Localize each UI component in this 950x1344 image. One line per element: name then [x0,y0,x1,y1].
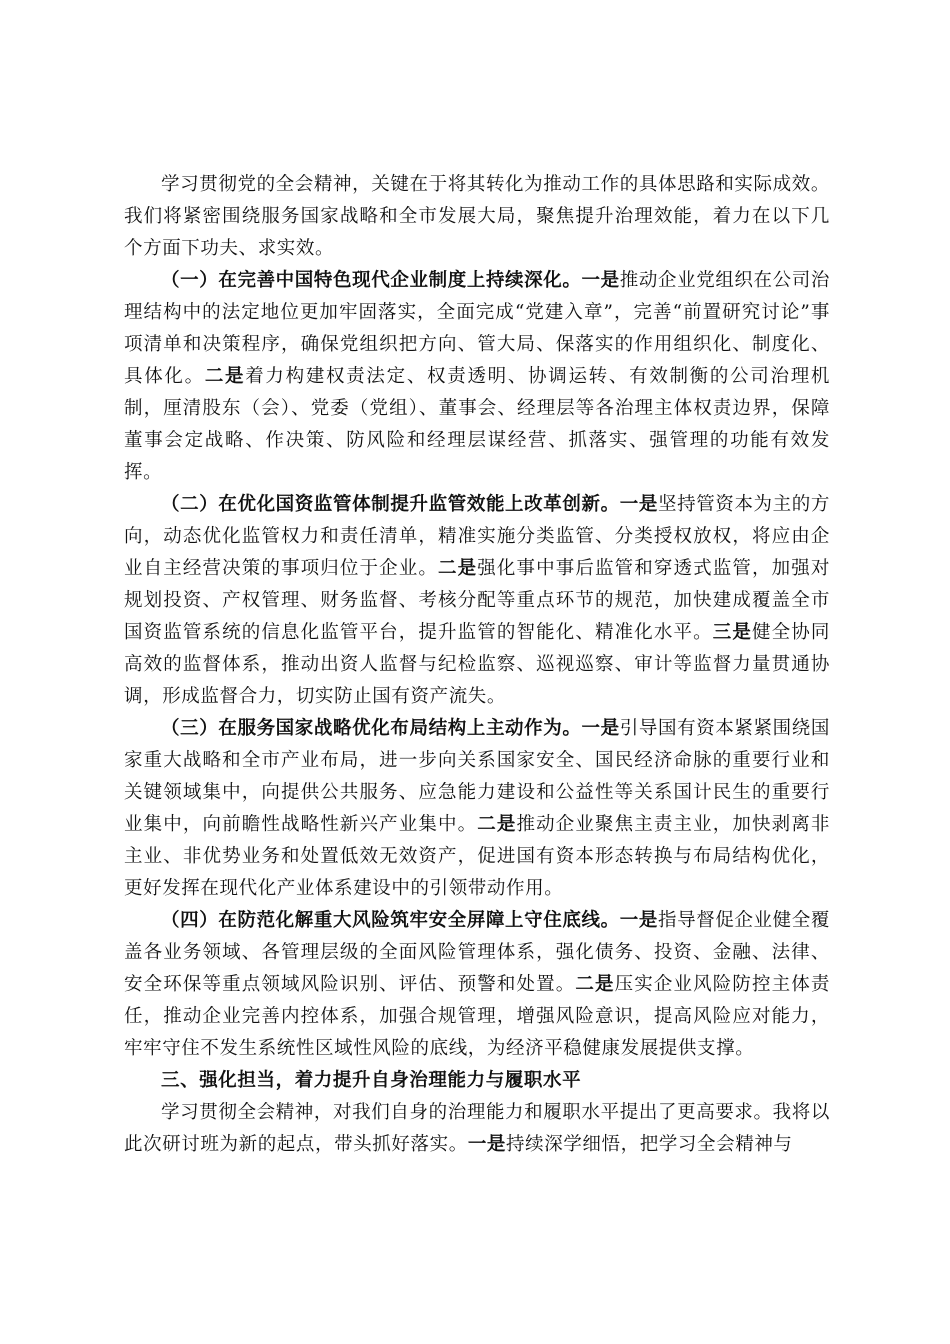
item-2-keyword-2: 二是 [438,558,478,579]
intro-text: 学习贯彻党的全会精神，关键在于将其转化为推动工作的具体思路和实际成效。我们将紧密围绕服务国家战略和全市发展大局，聚焦提升治理效能，着力在以下几个方面下功夫、求实效。 [124,174,830,259]
item-4-heading: （四）在防范化解重大风险筑牢安全屏障上守住底线。 [161,910,620,931]
item-1-text-2: 着力构建权责法定、权责透明、协调运转、有效制衡的公司治理机制，厘清股东（会）、党委（党组）、董事会、经理层等各治理主体权责边界，保障董事会定战略、作决策、防风险和经理层谋经营、抓落实、强管理的功能有效发挥。 [124,366,830,483]
item-3-text-2: 推动企业聚焦主责主业，加快剥离非主业、非优势业务和处置低效无效资产，促进国有资本形态转换与布局结构优化，更好发挥在现代化产业体系建设中的引领带动作用。 [124,814,831,899]
item-4-keyword-1: 一是 [619,910,658,931]
item-4-text-2: 压实企业风险防控主体责任，推动企业完善内控体系，加强合规管理，增强风险意识，提高风险应对能力，牢牢守住不发生系统性区域性风险的底线，为经济平稳健康发展提供支撑。 [124,974,831,1059]
closing-text-0: 学习贯彻全会精神，对我们自身的治理能力和履职水平提出了更高要求。我将以此次研讨班为新的起点，带头抓好落实。 [124,1102,830,1155]
closing-text-1: 持续深学细悟，把学习全会精神与 [506,1134,793,1155]
item-4-paragraph [124,905,830,1065]
closing-paragraph [124,1097,830,1161]
item-2-text-1: 坚持管资本为主的方向，动态优化监管权力和责任清单，精准实施分类监管、分类授权放权，将应由企业自主经营决策的事项归位于企业。 [124,494,830,579]
item-3-heading: （三）在服务国家战略优化布局结构上主动作为。 [161,718,582,739]
item-3-keyword-2: 二是 [477,814,517,835]
item-2-paragraph [124,489,830,713]
section-3-heading: 三、强化担当，着力提升自身治理能力与履职水平 [161,1070,582,1091]
item-2-text-3: 健全协同高效的监督体系，推动出资人监督与纪检监察、巡视巡察、审计等监督力量贯通协调，形成监督合力，切实防止国有资产流失。 [124,622,831,707]
item-2-keyword-1: 一是 [619,494,658,515]
item-3-keyword-1: 一是 [581,718,620,739]
item-2-text-2: 强化事中事后监管和穿透式监管，加强对规划投资、产权管理、财务监督、考核分配等重点环节的规范，加快建成覆盖全市国资监管系统的信息化监管平台，提升监管的智能化、精准化水平。 [124,558,831,643]
item-4-text-1: 指导督促企业健全覆盖各业务领域、各管理层级的全面风险管理体系，强化债务、投资、金融、法律、安全环保等重点领域风险识别、评估、预警和处置。 [124,910,830,995]
item-1-keyword-2: 二是 [204,366,246,387]
item-3-text-1: 引导国有资本紧紧围绕国家重大战略和全市产业布局，进一步向关系国家安全、国民经济命脉的重要行业和关键领域集中，向提供公共服务、应急能力建设和公益性等关系国计民生的重要行业集中，向前瞻性战略性新兴产业集中。 [124,718,830,835]
document-page [124,169,830,1161]
item-1-paragraph [124,265,830,489]
intro-paragraph [124,169,830,265]
item-1-keyword-1: 一是 [581,270,620,291]
item-2-keyword-3: 三是 [712,622,753,643]
item-3-paragraph [124,713,830,905]
item-4-keyword-2: 二是 [575,974,615,995]
item-1-heading: （一）在完善中国特色现代企业制度上持续深化。 [161,270,582,291]
item-2-heading: （二）在优化国资监管体制提升监管效能上改革创新。 [161,494,620,515]
closing-keyword-1: 一是 [467,1134,507,1155]
item-1-text-1: 推动企业党组织在公司治理结构中的法定地位更加牢固落实，全面完成“党建入章”，完善“前置研究讨论”事项清单和决策程序，确保党组织把方向、管大局、保落实的作用组织化、制度化、具体化。 [124,270,830,387]
